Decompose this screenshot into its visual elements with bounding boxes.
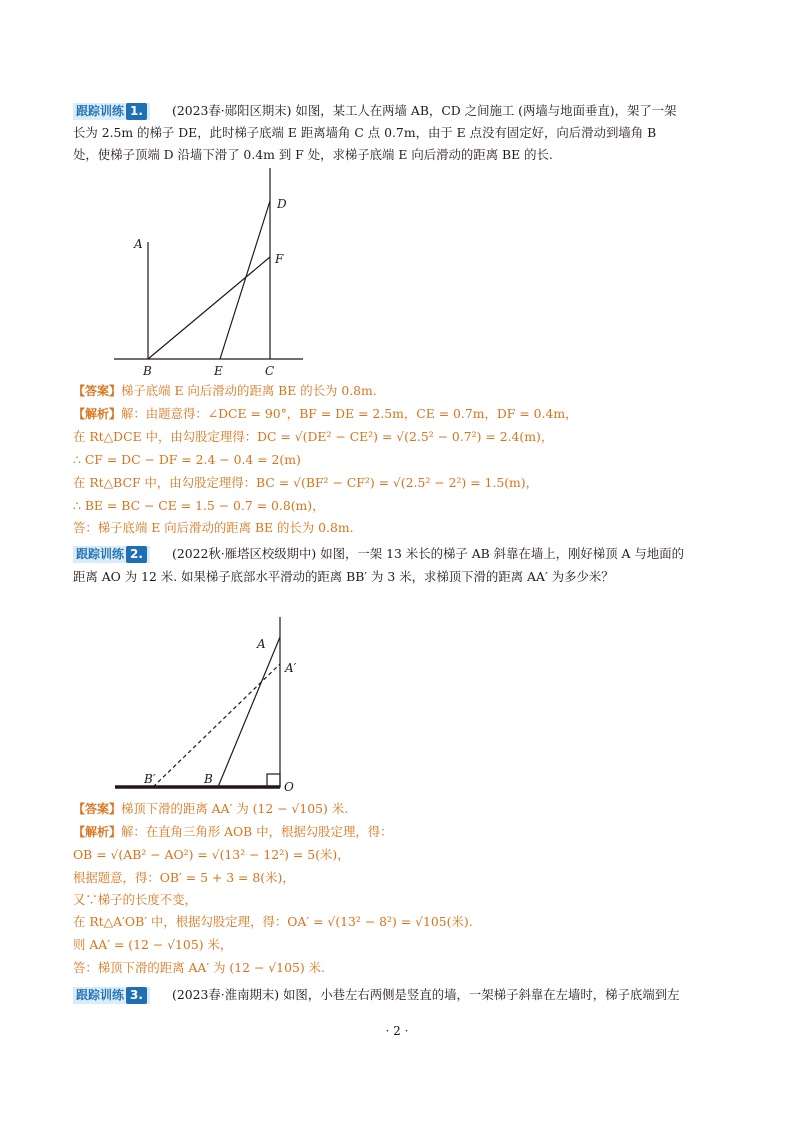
label-a-prime: A′ — [285, 661, 297, 675]
label-a: A — [134, 237, 143, 251]
label-o: O — [284, 780, 294, 794]
analysis-line: 在 Rt△BCF 中，由勾股定理得：BC = √(BF² − CF²) = √(2.5² − 2²) = 1.5(m)， — [73, 475, 539, 490]
problem-badge — [73, 103, 150, 120]
badge-label: 跟踪训练 — [76, 104, 125, 118]
analysis-line: 答：梯子底端 E 向后滑动的距离 BE 的长为 0.8m. — [73, 520, 354, 535]
label-e: E — [214, 364, 223, 378]
label-b: B — [204, 772, 213, 786]
label-d: D — [277, 197, 287, 211]
answer-text: 梯顶下滑的距离 AA′ 为 (12 − √105) 米. — [121, 801, 349, 816]
answer-tag: 【答案】 — [73, 384, 122, 398]
label-b-prime: B′ — [144, 772, 156, 786]
badge-number: 3. — [126, 987, 147, 1004]
page-number: · 2 · — [385, 1024, 409, 1038]
right-angle-mark — [267, 774, 280, 787]
analysis-line: 答：梯顶下滑的距离 AA′ 为 (12 − √105) 米. — [73, 960, 325, 975]
badge-number: 1. — [126, 103, 147, 120]
analysis-line: 又∵梯子的长度不变， — [73, 892, 197, 907]
analysis-line: ∴ BE = BC − CE = 1.5 − 0.7 = 0.8(m)， — [73, 498, 325, 513]
analysis-line: 在 Rt△DCE 中，由勾股定理得：DC = √(DE² − CE²) = √(2.5² − 0.7²) = 2.4(m)， — [73, 429, 554, 444]
problem-text-line: (2023春·郧阳区期末) 如图，某工人在两墙 AB，CD 之间施工 (两墙与地面垂直)，架了一架 — [172, 103, 677, 118]
analysis-line: ∴ CF = DC − DF = 2.4 − 0.4 = 2(m) — [73, 452, 301, 467]
analysis-line: 在 Rt△A′OB′ 中，根据勾股定理，得：OA′ = √(13² − 8²) = √105(米). — [73, 914, 473, 929]
ladder-a-prime-b-prime — [153, 664, 280, 787]
problem-text-line: 长为 2.5m 的梯子 DE，此时梯子底端 E 距离墙角 C 点 0.7m，由于 E 点没有固定好，向后滑动到墙角 B — [73, 125, 657, 140]
ladder-bf — [148, 257, 270, 359]
analysis-tag: 【解析】 — [73, 407, 122, 421]
label-a: A — [257, 637, 266, 651]
problem-badge — [73, 987, 150, 1004]
answer-tag: 【答案】 — [73, 802, 122, 816]
analysis-line: 解：在直角三角形 AOB 中，根据勾股定理，得： — [121, 824, 393, 839]
badge-label: 跟踪训练 — [76, 547, 125, 561]
problem-badge — [73, 546, 150, 563]
analysis-line: 则 AA′ = (12 − √105) 米， — [73, 937, 233, 952]
ladder-de — [220, 201, 270, 359]
analysis-line: 根据题意，得：OB′ = 5 + 3 = 8(米)， — [73, 870, 295, 885]
problem-text-line: 距离 AO 为 12 米. 如果梯子底部水平滑动的距离 BB′ 为 3 米，求梯顶下滑的距离 AA′ 为多少米？ — [73, 569, 614, 584]
problem-text-line: (2023春·淮南期末) 如图，小巷左右两侧是竖直的墙，一架梯子斜靠在左墙时，梯子底端到左 — [172, 987, 680, 1002]
badge-label: 跟踪训练 — [76, 988, 125, 1002]
label-f: F — [275, 252, 284, 266]
label-b: B — [143, 364, 152, 378]
badge-number: 2. — [126, 546, 147, 563]
label-c: C — [265, 364, 275, 378]
analysis-line: 解：由题意得：∠DCE = 90°，BF = DE = 2.5m，CE = 0.7m，DF = 0.4m， — [121, 406, 578, 421]
analysis-tag: 【解析】 — [73, 825, 122, 839]
answer-text: 梯子底端 E 向后滑动的距离 BE 的长为 0.8m. — [121, 383, 377, 398]
analysis-line: OB = √(AB² − AO²) = √(13² − 12²) = 5(米)， — [73, 847, 350, 862]
figure-ladder-slide — [110, 612, 310, 797]
ladder-ab — [218, 637, 280, 787]
problem-text-line: 处，使梯子顶端 D 沿墙下滑了 0.4m 到 F 处，求梯子底端 E 向后滑动的距离 BE 的长. — [73, 147, 553, 162]
problem-text-line: (2022秋·雁塔区校级期中) 如图，一架 13 米长的梯子 AB 斜靠在墙上，刚好梯顶 A 与地面的 — [172, 546, 684, 561]
figure-ladder-two-walls — [100, 165, 320, 380]
